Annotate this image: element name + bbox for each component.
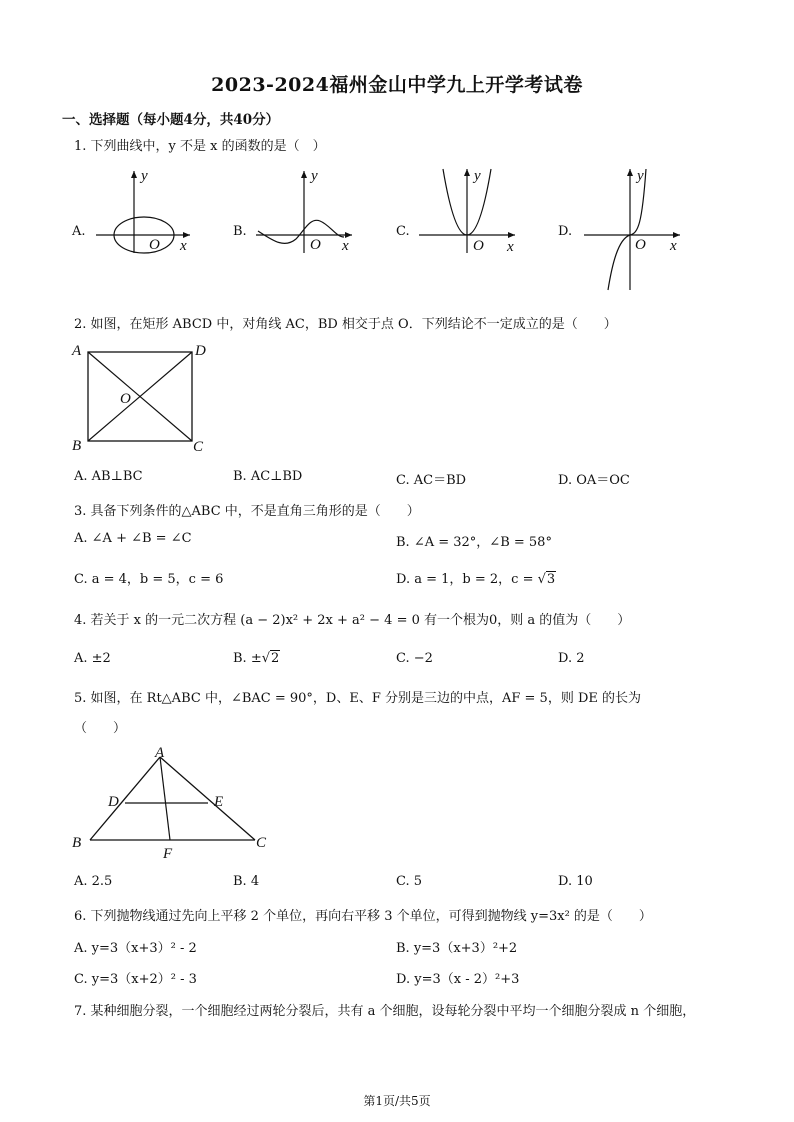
q6-option-b: B. y=3（x+3）²+2 [396,941,518,956]
question-3-stem: 3. 具备下列条件的△ABC 中，不是直角三角形的是（ ） [74,504,420,519]
vertex-c-label: C [193,439,204,455]
q2-option-d: D. OA＝OC [558,473,630,488]
question-7-stem: 7. 某种细胞分裂，一个细胞经过两轮分裂后，共有 a 个细胞，设每轮分裂中平均一个细胞分裂成 n 个细胞， [74,1004,696,1019]
vertex-c-label: C [256,835,267,851]
q1-graph-b [252,165,362,255]
q1-option-d: D. [558,224,573,239]
q5-triangle-figure [70,745,280,865]
sqrt-argument: 2 [271,651,280,666]
vertex-a-label: A [155,745,165,761]
axis-x-label: x [342,238,349,254]
q1-option-b: B. [233,224,247,239]
q3-option-a: A. ∠A + ∠B = ∠C [74,531,192,546]
question-5-stem: 5. 如图，在 Rt△ABC 中，∠BAC = 90°，D、E、F 分别是三边的中点，AF = 5，则 DE 的长为 [74,691,641,706]
q5-option-a: A. 2.5 [74,874,113,889]
q5-option-b: B. 4 [233,874,260,889]
q4-option-a: A. ±2 [74,651,111,666]
origin-label: O [149,237,160,253]
vertex-d-label: D [195,343,206,359]
vertex-b-label: B [72,835,82,851]
q3-option-c: C. a = 4，b = 5，c = 6 [74,572,224,587]
q2-option-b: B. AC⊥BD [233,469,303,484]
question-6-stem: 6. 下列抛物线通过先向上平移 2 个单位，再向右平移 3 个单位，可得到抛物线 y=3x² 的是（ ） [74,909,652,924]
point-e-label: E [214,794,224,810]
q2-option-c: C. AC＝BD [396,473,467,488]
point-f-label: F [163,846,173,862]
page-footer: 第1页/共5页 [363,1094,431,1108]
vertex-a-label: A [72,343,82,359]
question-2-stem: 2. 如图，在矩形 ABCD 中，对角线 AC，BD 相交于点 O．下列结论不一定成立的是（ ） [74,317,617,332]
axis-y-label: y [474,168,481,184]
axis-x-label: x [180,238,187,254]
q6-option-d: D. y=3（x - 2）²+3 [396,972,520,987]
sqrt-argument: 3 [546,572,556,587]
question-1-stem: 1. 下列曲线中，y 不是 x 的函数的是（ ） [74,139,326,154]
origin-label: O [473,238,484,254]
q1-option-c: C. [396,224,410,239]
q4-option-b-text: B. ± [233,651,262,666]
vertex-b-label: B [72,438,82,454]
axis-y-label: y [311,168,318,184]
axis-x-label: x [507,239,514,255]
q4-option-b: B. ±√2 [233,651,280,666]
q4-option-c: C. −2 [396,651,433,666]
q4-option-d: D. 2 [558,651,585,666]
origin-label: O [310,237,321,253]
q2-rectangle-figure [70,340,220,460]
point-d-label: D [108,794,119,810]
axis-y-label: y [141,168,148,184]
q6-option-a: A. y=3（x+3）² - 2 [74,941,197,956]
q3-option-d-text: D. a = 1，b = 2，c = [396,572,538,587]
q5-option-c: C. 5 [396,874,423,889]
q1-graph-d [580,165,690,295]
section-heading: 一、选择题（每小题4分，共40分） [62,112,280,128]
q1-graph-c [415,165,525,255]
q2-option-a: A. AB⊥BC [74,469,143,484]
point-o-label: O [120,391,131,407]
question-5-stem-cont: （ ） [74,721,127,736]
q3-option-d: D. a = 1，b = 2，c = √3 [396,572,556,587]
origin-label: O [635,237,646,253]
q1-option-a: A. [72,224,86,239]
axis-x-label: x [670,238,677,254]
exam-title: 2023-2024福州金山中学九上开学考试卷 [211,74,583,96]
axis-y-label: y [637,168,644,184]
q1-graph-a [92,165,202,255]
q6-option-c: C. y=3（x+2）² - 3 [74,972,197,987]
question-4-stem: 4. 若关于 x 的一元二次方程 (a − 2)x² + 2x + a² − 4 = 0 有一个根为0，则 a 的值为（ ） [74,613,631,628]
q3-option-b: B. ∠A = 32°，∠B = 58° [396,535,552,550]
q5-option-d: D. 10 [558,874,593,889]
